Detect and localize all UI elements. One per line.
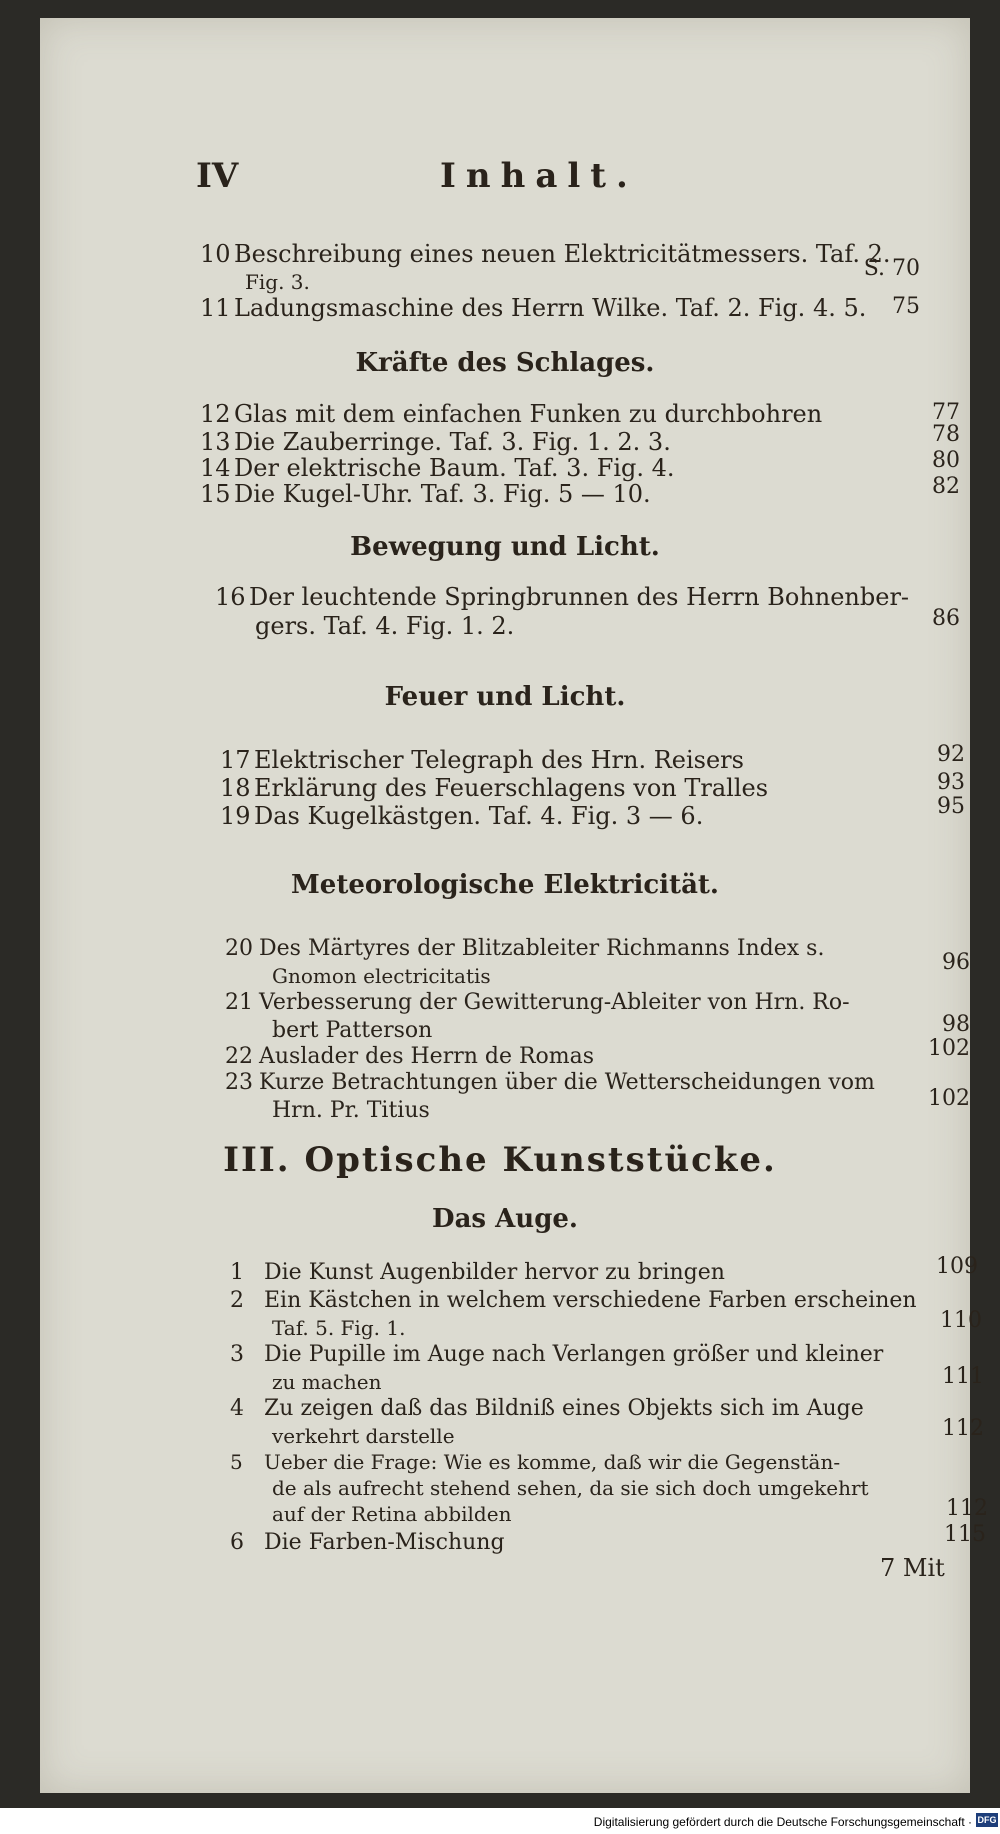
toc-entry — [200, 454, 675, 482]
subsection-heading: Meteorologische Elektricität. — [291, 870, 719, 900]
entry-text: Das Kugelkästgen. Taf. 4. Fig. 3 — 6. — [254, 802, 704, 830]
page-ref: 112 — [942, 1416, 984, 1441]
entry-continuation: zu machen — [272, 1370, 382, 1394]
page-ref: 75 — [892, 294, 920, 319]
subsection-heading: Kräfte des Schlages. — [355, 348, 655, 378]
entry-text: Ueber die Frage: Wie es komme, daß wir die Gegenstän- — [264, 1450, 841, 1474]
entry-number: 22 — [225, 1044, 253, 1069]
page-ref: 102 — [928, 1036, 970, 1061]
page-ref: S. 70 — [863, 256, 920, 281]
toc-entry — [225, 1070, 875, 1095]
page-ref: 80 — [932, 448, 960, 473]
entry-continuation: Hrn. Pr. Titius — [272, 1098, 430, 1123]
page-ref: 102 — [928, 1086, 970, 1111]
toc-entry — [215, 583, 909, 611]
page-ref: 110 — [940, 1308, 982, 1333]
entry-text: Glas mit dem einfachen Funken zu durchbohren — [234, 400, 823, 428]
page-ref: 82 — [932, 474, 960, 499]
toc-entry — [200, 294, 866, 322]
entry-number: 4 — [230, 1396, 244, 1421]
entry-number: 2 — [230, 1288, 244, 1313]
entry-continuation: Fig. 3. — [245, 270, 310, 294]
entry-text: Die Kunst Augenbilder hervor zu bringen — [264, 1260, 725, 1285]
entry-number: 11 — [200, 294, 231, 322]
entry-number: 14 — [200, 454, 231, 482]
entry-continuation: auf der Retina abbilden — [272, 1502, 512, 1526]
page-ref: 109 — [936, 1254, 978, 1279]
entry-number: 23 — [225, 1070, 253, 1095]
entry-text: Des Märtyres der Blitzableiter Richmanns Index s. — [259, 936, 825, 961]
subsection-heading: Bewegung und Licht. — [350, 532, 660, 562]
page-ref: 98 — [942, 1012, 970, 1037]
toc-entry — [225, 1044, 594, 1069]
entry-text: Die Zauberringe. Taf. 3. Fig. 1. 2. 3. — [234, 428, 671, 456]
catchword: 7 Mit — [880, 1554, 945, 1582]
page-ref: 86 — [932, 606, 960, 631]
page-ref: 78 — [932, 422, 960, 447]
toc-entry — [220, 746, 744, 774]
entry-continuation: verkehrt darstelle — [272, 1424, 455, 1448]
entry-text: Auslader des Herrn de Romas — [259, 1044, 595, 1069]
toc-entry — [200, 240, 891, 268]
subsection-heading: Das Auge. — [432, 1204, 578, 1234]
toc-entry — [200, 428, 671, 456]
entry-text: Ein Kästchen in welchem verschiedene Farben erscheinen — [264, 1288, 917, 1313]
entry-number: 13 — [200, 428, 231, 456]
dfg-logo: DFG — [977, 1815, 997, 1825]
entry-number: 17 — [220, 746, 251, 774]
entry-number: 16 — [215, 583, 246, 611]
toc-entry — [220, 802, 703, 830]
entry-text: Der elektrische Baum. Taf. 3. Fig. 4. — [234, 454, 675, 482]
entry-number: 20 — [225, 936, 253, 961]
entry-text: Kurze Betrachtungen über die Wetterscheidungen vom — [259, 1070, 875, 1095]
page-ref: 77 — [932, 400, 960, 425]
page-ref: 93 — [937, 770, 965, 795]
entry-text: Elektrischer Telegraph des Hrn. Reisers — [254, 746, 744, 774]
footer-credit: Digitalisierung gefördert durch die Deutsche Forschungsgemeinschaft · — [593, 1815, 972, 1829]
page-ref: 115 — [944, 1522, 986, 1547]
toc-entry — [200, 400, 822, 428]
page-ref: 112 — [946, 1496, 988, 1521]
footer-bar — [0, 1808, 1000, 1834]
subsection-heading: Feuer und Licht. — [384, 682, 626, 712]
toc-entry — [225, 990, 850, 1015]
entry-number: 15 — [200, 480, 231, 508]
page-ref: 95 — [937, 794, 965, 819]
entry-text: Die Pupille im Auge nach Verlangen größer und kleiner — [264, 1342, 884, 1367]
section-title: III. Optische Kunststücke. — [223, 1140, 777, 1180]
entry-text: Beschreibung eines neuen Elektricitätmessers. Taf. 2. — [234, 240, 891, 268]
book-page — [40, 18, 970, 1793]
entry-text: Zu zeigen daß das Bildniß eines Objekts sich im Auge — [264, 1396, 864, 1421]
entry-text: Die Kugel-Uhr. Taf. 3. Fig. 5 — 10. — [234, 480, 651, 508]
page-title: Inhalt. — [440, 156, 638, 196]
entry-continuation: Gnomon electricitatis — [272, 964, 491, 988]
page-ref: 92 — [937, 742, 965, 767]
entry-text: Erklärung des Feuerschlagens von Tralles — [254, 774, 769, 802]
entry-continuation: de als aufrecht stehend sehen, da sie sich doch umgekehrt — [272, 1476, 869, 1500]
entry-continuation: bert Patterson — [272, 1018, 433, 1043]
entry-number: 10 — [200, 240, 231, 268]
entry-number: 6 — [230, 1530, 244, 1555]
entry-number: 19 — [220, 802, 251, 830]
entry-text: Die Farben-Mischung — [264, 1530, 505, 1555]
entry-number: 18 — [220, 774, 251, 802]
toc-entry — [220, 774, 768, 802]
toc-entry — [225, 936, 824, 961]
entry-number: 21 — [225, 990, 253, 1015]
entry-number: 5 — [230, 1450, 243, 1474]
page-number-roman: IV — [196, 156, 239, 196]
page-ref: 96 — [942, 950, 970, 975]
entry-text: Verbesserung der Gewitterung-Ableiter von Hrn. Ro- — [259, 990, 850, 1015]
page-ref: 111 — [942, 1364, 984, 1389]
entry-continuation: Taf. 5. Fig. 1. — [272, 1316, 406, 1340]
entry-number: 12 — [200, 400, 231, 428]
toc-entry — [200, 480, 651, 508]
entry-text: Der leuchtende Springbrunnen des Herrn Bohnenber- — [249, 583, 910, 611]
entry-number: 3 — [230, 1342, 244, 1367]
entry-number: 1 — [230, 1260, 244, 1285]
entry-text: Ladungsmaschine des Herrn Wilke. Taf. 2. Fig. 4. 5. — [234, 294, 867, 322]
entry-continuation: gers. Taf. 4. Fig. 1. 2. — [255, 612, 515, 640]
